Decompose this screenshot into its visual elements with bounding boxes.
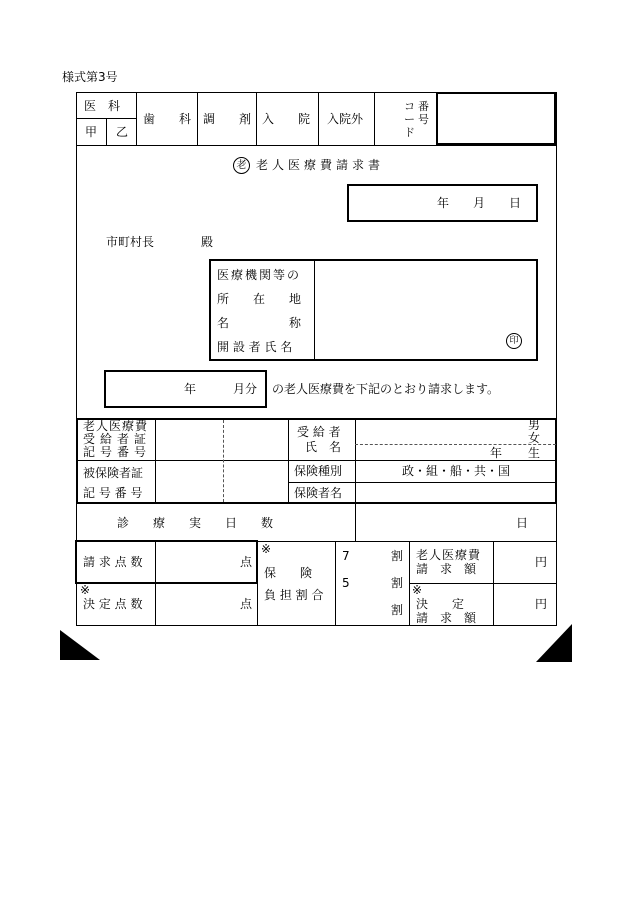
decision-points-field[interactable] (157, 585, 237, 623)
recipient-cert-label-1: 老人医療費 (83, 419, 149, 433)
code-label-1: コード (404, 100, 415, 139)
days-field[interactable] (357, 506, 507, 539)
ratio-5-wari: 割 (391, 576, 404, 590)
ratio-7-wari: 割 (391, 549, 404, 563)
header-col-4 (318, 92, 319, 145)
institution-label-address: 所 在 地 (217, 292, 302, 306)
decision-points-label: 決 定 点 数 (83, 597, 143, 611)
period-month-label: 月分 (233, 382, 258, 396)
insurance-kind-options[interactable]: 政・組・船・共・国 (402, 464, 511, 478)
decision-points-mark: ※ (80, 583, 91, 597)
insurance-kind-label: 保険種別 (294, 464, 343, 478)
ko-label: 甲 (85, 125, 98, 139)
amount-decision-label-2: 請 求 額 (416, 611, 477, 625)
recipient-name-dashed (355, 444, 556, 445)
recipient-value-divider (355, 418, 356, 504)
insurance-cert-number-field[interactable] (157, 462, 287, 502)
days-divider (355, 504, 356, 541)
recipient-cert-label-3: 記号番号 (83, 445, 152, 459)
institution-divider (314, 261, 315, 359)
form-number: 様式第3号 (62, 70, 118, 84)
ratio-7[interactable]: 7 (342, 549, 350, 563)
days-unit: 日 (516, 516, 529, 530)
burden-divider (335, 541, 336, 625)
recipient-cert-number-field[interactable] (157, 420, 287, 459)
nyuin-label: 入 院 (262, 112, 311, 126)
amount-claim-field[interactable] (495, 543, 531, 581)
form-bottom-line (76, 625, 556, 626)
insurer-name-label: 保険者名 (294, 486, 343, 500)
insurer-name-field[interactable] (357, 484, 555, 502)
period-claim-text: の老人医療費を下記のとおり請求します。 (272, 382, 500, 396)
claim-points-field[interactable] (157, 543, 237, 581)
birth-year-label: 年 (490, 446, 503, 460)
burden-mark: ※ (261, 542, 272, 556)
female-option[interactable]: 女 (528, 431, 541, 445)
male-option[interactable]: 男 (528, 418, 541, 432)
chozai-label: 調 剤 (203, 112, 252, 126)
recipient-name-label-1: 受 給 者 (297, 425, 341, 439)
header-col-3 (256, 92, 257, 145)
amount-decision-unit: 円 (535, 597, 548, 611)
period-year-label: 年 (184, 382, 197, 396)
header-bottom-line (76, 145, 556, 146)
amount-label-divider (493, 541, 494, 625)
otsu-label: 乙 (116, 125, 129, 139)
recipient-name-field[interactable] (357, 420, 517, 444)
date-day-label: 日 (509, 196, 522, 210)
header-col-1 (136, 92, 137, 145)
birth-label: 生 (528, 446, 541, 460)
left-corner-mark (60, 630, 102, 662)
institution-input-area[interactable] (316, 261, 536, 359)
burden-label-2: 負 担 割 合 (264, 588, 324, 602)
amount-claim-unit: 円 (535, 555, 548, 569)
claim-points-unit: 点 (240, 555, 253, 569)
recipient-name-label-2: 氏 名 (305, 440, 342, 454)
ko-otsu-divider (106, 118, 107, 145)
amount-decision-mark: ※ (412, 583, 423, 597)
decision-points-unit: 点 (240, 597, 253, 611)
insurance-cert-label-1: 被保険者証 (83, 466, 144, 480)
date-year-label: 年 (437, 196, 450, 210)
burden-label-1: 保 険 (264, 566, 313, 580)
insurance-cert-label-2: 記 号 番 号 (83, 486, 143, 500)
amount-decision-label-1: 決 定 (416, 597, 465, 611)
ratio-other-wari: 割 (391, 603, 404, 617)
form-title: 老人医療費請求書 (256, 158, 385, 172)
form-right-border (556, 92, 557, 626)
amount-decision-field[interactable] (495, 585, 531, 623)
ratio-divider (409, 541, 410, 625)
ika-label: 医 科 (84, 99, 121, 113)
rou-circle-mark: 老 (233, 157, 250, 174)
institution-label-founder: 開 設 者 氏 名 (217, 340, 293, 354)
nyuingai-label: 入院外 (327, 112, 364, 126)
code-number-field[interactable] (436, 92, 556, 145)
header-col-5 (374, 92, 375, 145)
amount-claim-label-1: 老人医療費 (416, 548, 482, 562)
right-corner-mark (536, 624, 574, 664)
recipient-row-divider (76, 460, 556, 461)
recipient-label-divider (155, 418, 156, 504)
claim-points-label: 請 求 点 数 (83, 555, 143, 569)
addressee-honorific: 殿 (201, 235, 214, 249)
seal-mark: 印 (506, 333, 522, 349)
date-month-label: 月 (473, 196, 486, 210)
amount-claim-label-2: 請 求 額 (416, 562, 477, 576)
days-label: 診 療 実 日 数 (117, 516, 274, 530)
insurance-row-divider (288, 482, 556, 483)
recipient-cert-label-2: 受給者証 (83, 432, 152, 446)
ratio-5[interactable]: 5 (342, 576, 350, 590)
institution-label-1: 医療機関等の (217, 268, 302, 282)
amount-row-divider (409, 583, 556, 584)
code-label-2: 番号 (418, 100, 429, 126)
header-col-2 (197, 92, 198, 145)
shika-label: 歯 科 (143, 112, 192, 126)
institution-label-name: 名 称 (217, 316, 302, 330)
addressee-name: 市町村長 (106, 235, 155, 249)
recipient-mid-divider (288, 418, 289, 504)
